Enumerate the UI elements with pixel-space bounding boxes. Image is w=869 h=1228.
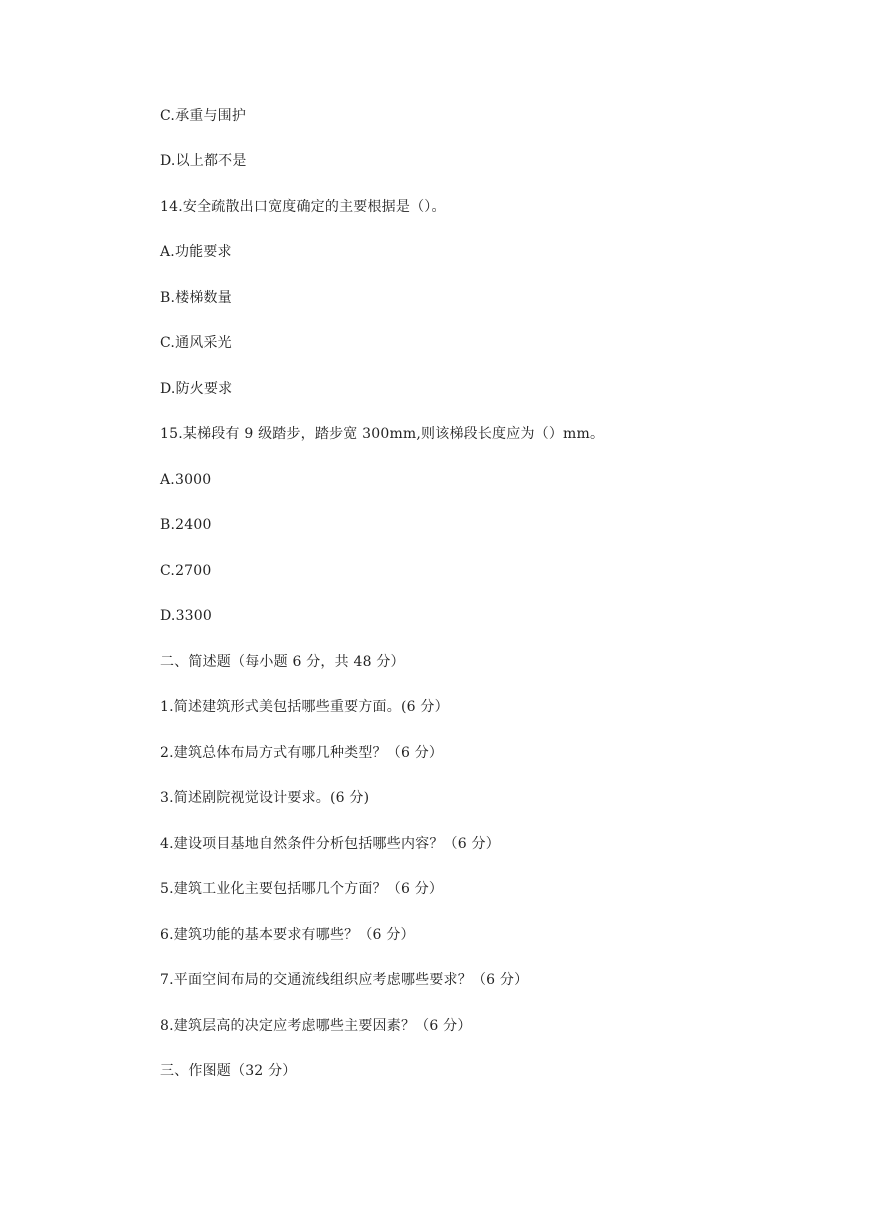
section2-item-2: 2.建筑总体布局方式有哪几种类型？（6 分）: [160, 745, 444, 761]
section2-item-8: 8.建筑层高的决定应考虑哪些主要因素？（6 分）: [160, 1018, 472, 1034]
section2-item-6: 6.建筑功能的基本要求有哪些？（6 分）: [160, 927, 415, 943]
q15-option-d: D.3300: [160, 608, 213, 624]
q14-question: 14.安全疏散出口宽度确定的主要根据是（）。: [160, 199, 446, 215]
section2-heading: 二、简述题（每小题 6 分，共 48 分）: [160, 654, 405, 670]
q14-option-d: D.防火要求: [160, 381, 233, 397]
q13-option-c: C.承重与围护: [160, 108, 247, 124]
q15-question: 15.某梯段有 9 级踏步，踏步宽 300mm,则该梯段长度应为（）mm。: [160, 426, 605, 442]
section2-item-3: 3.简述剧院视觉设计要求。(6 分): [160, 790, 370, 806]
section2-item-7: 7.平面空间布局的交通流线组织应考虑哪些要求？（6 分）: [160, 972, 529, 988]
section2-item-4: 4.建设项目基地自然条件分析包括哪些内容？（6 分）: [160, 836, 500, 852]
section2-item-1: 1.简述建筑形式美包括哪些重要方面。(6 分）: [160, 699, 449, 715]
q15-option-a: A.3000: [160, 472, 212, 488]
q14-option-a: A.功能要求: [160, 244, 232, 260]
q14-option-c: C.通风采光: [160, 335, 232, 351]
q15-option-c: C.2700: [160, 563, 212, 579]
section3-heading: 三、作图题（32 分）: [160, 1063, 297, 1079]
q15-option-b: B.2400: [160, 517, 212, 533]
q13-option-d: D.以上都不是: [160, 153, 247, 169]
q14-option-b: B.楼梯数量: [160, 290, 232, 306]
section2-item-5: 5.建筑工业化主要包括哪几个方面？（6 分）: [160, 881, 444, 897]
